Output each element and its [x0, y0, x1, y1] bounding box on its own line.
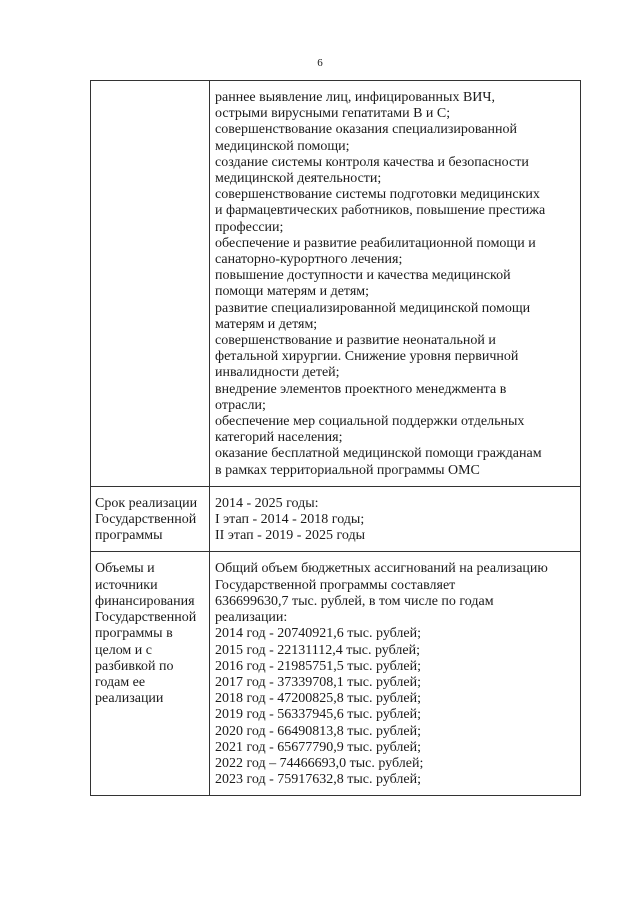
financing-line: 2019 год - 56337945,6 тыс. рублей;	[215, 707, 422, 723]
tasks-line: помощи матерям и детям;	[215, 284, 370, 300]
tasks-line: совершенствование системы подготовки медицинских	[215, 187, 540, 203]
tasks-line: создание системы контроля качества и безопасности	[215, 154, 529, 170]
tasks-line: медицинской деятельности;	[215, 171, 382, 187]
tasks-line: развитие специализированной медицинской помощи	[215, 300, 531, 316]
tasks-line: матерям и детям;	[215, 316, 318, 332]
tasks-line: профессии;	[215, 219, 284, 235]
tasks-line: инвалидности детей;	[215, 365, 340, 381]
financing-label-line: источники	[95, 577, 158, 593]
label-cell-tasks	[91, 81, 210, 487]
tasks-line: совершенствование оказания специализированной	[215, 122, 517, 138]
term-label-line: программы	[95, 528, 163, 544]
financing-line: 2023 год - 75917632,8 тыс. рублей;	[215, 772, 422, 788]
table-row-term	[91, 486, 581, 552]
term-label-line: Государственной	[95, 512, 197, 528]
tasks-line: обеспечение и развитие реабилитационной помощи и	[215, 235, 536, 251]
financing-label-line: реализации	[95, 691, 164, 707]
term-line: 2014 - 2025 годы:	[215, 495, 319, 511]
content-cell-financing	[210, 552, 581, 796]
term-label-line: Срок реализации	[95, 495, 198, 511]
financing-line: 2014 год - 20740921,6 тыс. рублей;	[215, 626, 422, 642]
tasks-line: фетальной хирургии. Снижение уровня первичной	[215, 349, 519, 365]
financing-label-line: разбивкой по	[95, 658, 174, 674]
tasks-line: обеспечение мер социальной поддержки отдельных	[215, 414, 525, 430]
financing-label-line: целом и с	[95, 642, 152, 658]
financing-line: 2015 год - 22131112,4 тыс. рублей;	[215, 642, 420, 658]
financing-line: 2020 год - 66490813,8 тыс. рублей;	[215, 723, 422, 739]
table-row-tasks	[91, 81, 581, 487]
term-line: I этап - 2014 - 2018 годы;	[215, 512, 365, 528]
financing-label-line: Объемы и	[95, 561, 155, 577]
financing-line: 2022 год – 74466693,0 тыс. рублей;	[215, 755, 424, 771]
tasks-line: отрасли;	[215, 397, 266, 413]
term-line: II этап - 2019 - 2025 годы	[215, 528, 365, 544]
program-passport-table	[90, 80, 581, 796]
tasks-line: в рамках территориальной программы ОМС	[215, 462, 480, 478]
tasks-line: категорий населения;	[215, 430, 343, 446]
tasks-line: совершенствование и развитие неонатальной и	[215, 333, 496, 349]
financing-line: Государственной программы составляет	[215, 577, 456, 593]
tasks-line: повышение доступности и качества медицинской	[215, 268, 511, 284]
tasks-line: медицинской помощи;	[215, 138, 350, 154]
financing-label-line: финансирования	[95, 593, 195, 609]
content-cell-tasks	[210, 81, 581, 487]
tasks-line: санаторно-курортного лечения;	[215, 252, 403, 268]
tasks-line: и фармацевтических работников, повышение престижа	[215, 203, 546, 219]
financing-label-line: годам ее	[95, 674, 146, 690]
table-row-financing	[91, 552, 581, 796]
content-cell-term	[210, 486, 581, 552]
tasks-line: острыми вирусными гепатитами В и С;	[215, 106, 451, 122]
financing-line: реализации:	[215, 610, 288, 626]
financing-line: 2018 год - 47200825,8 тыс. рублей;	[215, 691, 422, 707]
tasks-line: внедрение элементов проектного менеджмента в	[215, 381, 507, 397]
financing-line: Общий объем бюджетных ассигнований на реализацию	[215, 561, 548, 577]
financing-line: 636699630,7 тыс. рублей, в том числе по годам	[215, 593, 494, 609]
page-number: 6	[317, 57, 323, 69]
financing-line: 2021 год - 65677790,9 тыс. рублей;	[215, 739, 422, 755]
financing-label-line: программы в	[95, 626, 173, 642]
tasks-line: оказание бесплатной медицинской помощи гражданам	[215, 446, 542, 462]
financing-label-line: Государственной	[95, 610, 197, 626]
label-cell-financing	[91, 552, 210, 796]
tasks-line: раннее выявление лиц, инфицированных ВИЧ,	[215, 90, 495, 105]
label-cell-term	[91, 486, 210, 552]
financing-line: 2017 год - 37339708,1 тыс. рублей;	[215, 674, 422, 690]
financing-line: 2016 год - 21985751,5 тыс. рублей;	[215, 658, 422, 674]
